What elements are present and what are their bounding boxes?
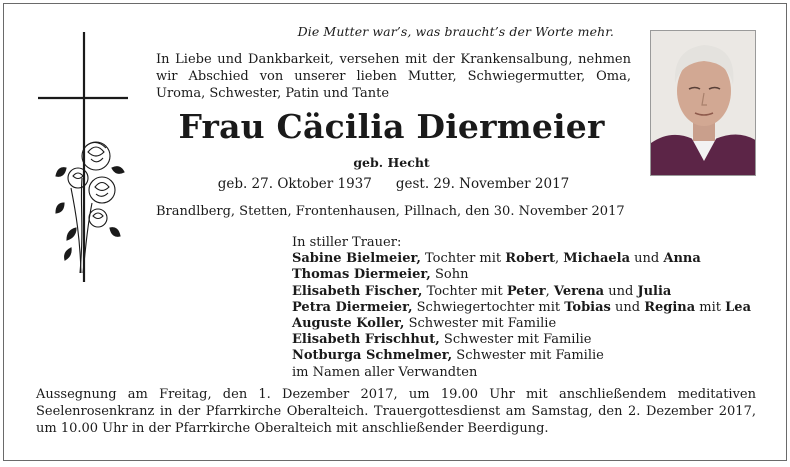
death-date: gest. 29. November 2017 (395, 176, 570, 192)
maiden-name: geb. Hecht (353, 155, 430, 170)
obituary-notice (3, 3, 787, 461)
mourner-line: Auguste Koller, Schwester mit Familie (292, 316, 557, 332)
mourners-list (292, 235, 772, 381)
mourner-line: Sabine Bielmeier, Tochter mit Robert, Michaela und Anna (292, 251, 701, 267)
mourning-heading: In stiller Trauer: (292, 235, 402, 250)
mourner-line: Elisabeth Fischer, Tochter mit Peter, Verena und Julia (292, 283, 672, 299)
motto-quote: Die Mutter war’s, was braucht’s der Worte mehr. (297, 24, 614, 39)
deceased-name: Frau Cäcilia Diermeier (178, 107, 605, 146)
mourner-line: Petra Diermeier, Schwiegertochter mit Tobias und Regina mit Lea (292, 299, 751, 315)
intro-text: In Liebe und Dankbarkeit, versehen mit der Krankensalbung, nehmen wir Abschied von unserer lieben Mutter, Schwiegermutter, Oma, Uroma, Schwester, Patin und Tante (156, 52, 631, 101)
life-dates (156, 176, 631, 192)
funeral-details: Aussegnung am Freitag, den 1. Dezember 2017, um 19.00 Uhr mit anschließendem meditativen Seelenrosenkranz in der Pfarrkirche Oberalteich. Trauergottesdienst am Samstag, den 2. Dezember 2017, um 10.00 Uhr in der Pfarrkirche Oberalteich mit anschließender Beerdigung. (36, 387, 756, 436)
mourner-line: im Namen aller Verwandten (292, 364, 478, 380)
mourner-line: Thomas Diermeier, Sohn (292, 267, 469, 283)
birth-date: geb. 27. Oktober 1937 (217, 176, 372, 192)
portrait-photo (650, 30, 756, 176)
mourner-line: Elisabeth Frischhut, Schwester mit Familie (292, 332, 592, 348)
mourner-line: Notburga Schmelmer, Schwester mit Familie (292, 348, 604, 364)
places-and-date: Brandlberg, Stetten, Frontenhausen, Pillnach, den 30. November 2017 (156, 204, 625, 219)
